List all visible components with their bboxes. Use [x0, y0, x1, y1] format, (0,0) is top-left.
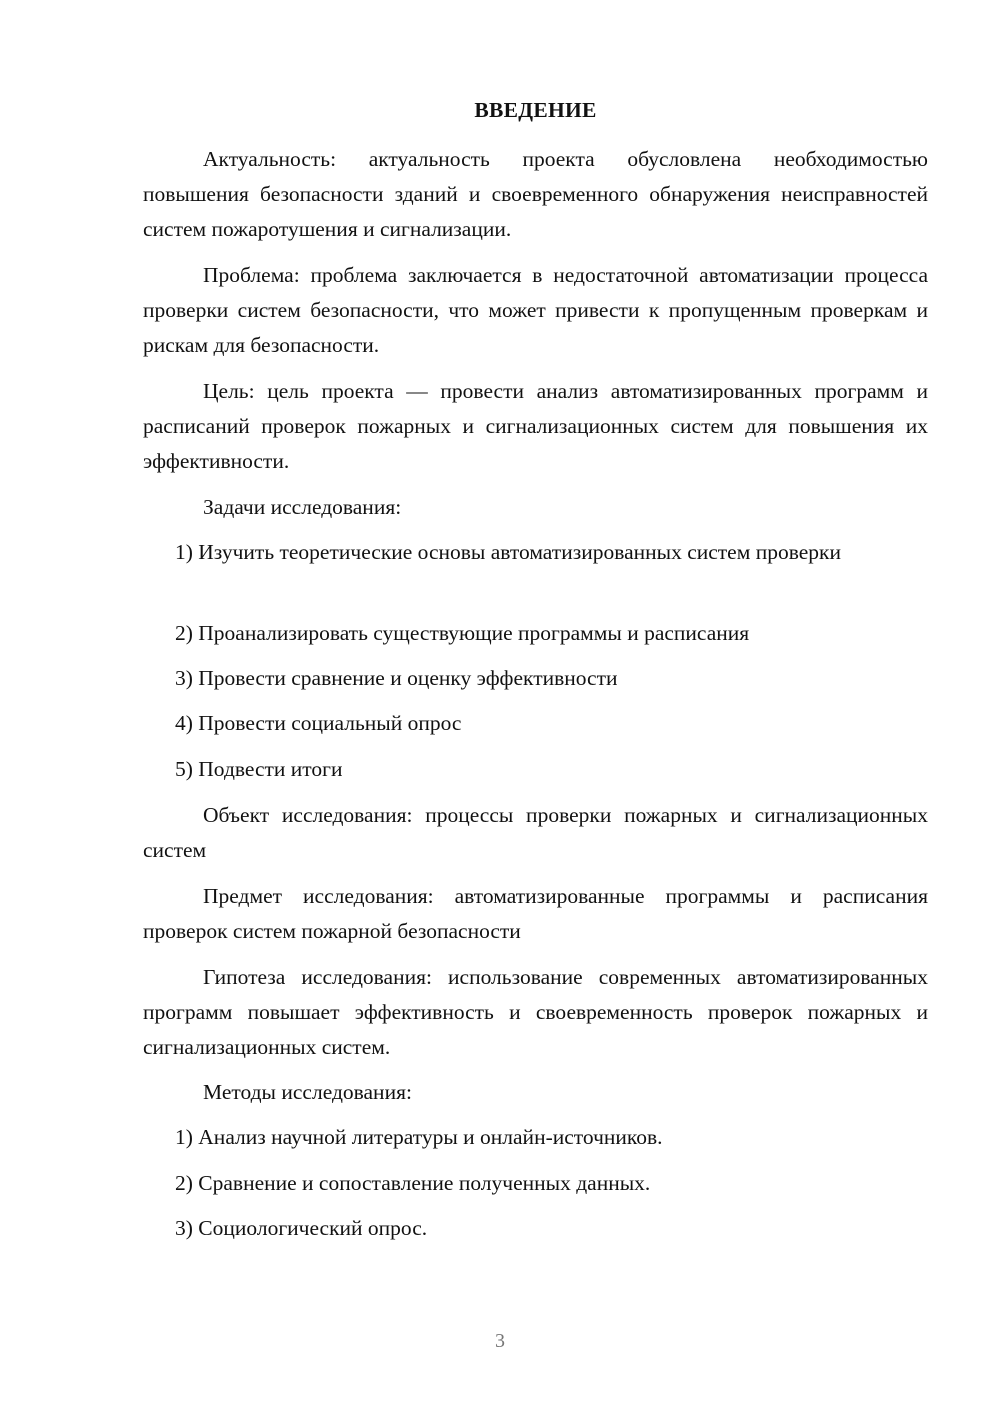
page-number: 3	[495, 1330, 505, 1352]
method-item-3: 3) Социологический опрос.	[175, 1216, 428, 1240]
task-item-4: 4) Провести социальный опрос	[175, 711, 462, 735]
method-item-2: 2) Сравнение и сопоставление полученных данных.	[175, 1171, 651, 1195]
hypothesis-paragraph: Гипотеза исследования: использование современных автоматизированных программ повышает эффективность и своевременность проверок пожарных и сигнализационных систем.	[143, 965, 928, 1059]
method-item-1: 1) Анализ научной литературы и онлайн-источников.	[175, 1125, 663, 1149]
subject-paragraph: Предмет исследования: автоматизированные программы и расписания проверок систем пожарной безопасности	[143, 884, 928, 943]
task-item-5: 5) Подвести итоги	[175, 757, 343, 781]
relevance-paragraph: Актуальность: актуальность проекта обусловлена необходимостью повышения безопасности зданий и своевременного обнаружения неисправностей систем пожаротушения и сигнализации.	[143, 147, 928, 241]
page-title: ВВЕДЕНИЕ	[474, 98, 597, 122]
methods-heading: Методы исследования:	[203, 1080, 412, 1104]
goal-paragraph: Цель: цель проекта — провести анализ автоматизированных программ и расписаний проверок пожарных и сигнализационных систем для повышения их эффективности.	[143, 379, 928, 473]
task-item-3: 3) Провести сравнение и оценку эффективности	[175, 666, 618, 690]
task-item-1: 1) Изучить теоретические основы автоматизированных систем проверки	[175, 540, 841, 564]
object-paragraph: Объект исследования: процессы проверки пожарных и сигнализационных систем	[143, 803, 928, 862]
tasks-heading: Задачи исследования:	[203, 495, 402, 519]
task-item-2: 2) Проанализировать существующие программы и расписания	[175, 621, 750, 645]
problem-paragraph: Проблема: проблема заключается в недостаточной автоматизации процесса проверки систем безопасности, что может привести к пропущенным проверкам и рискам для безопасности.	[143, 263, 928, 357]
